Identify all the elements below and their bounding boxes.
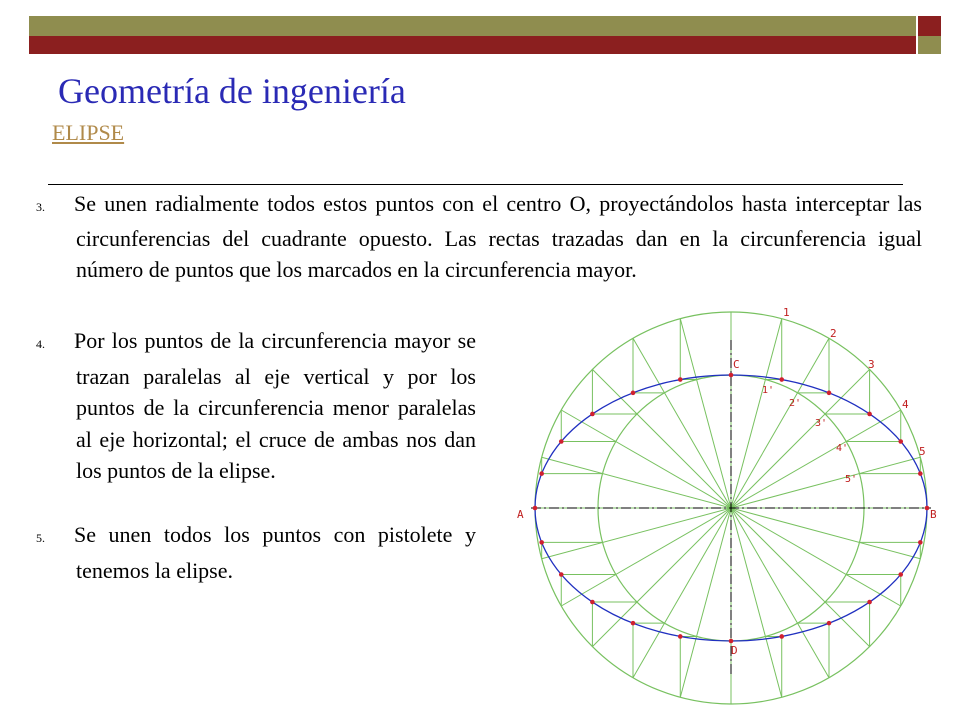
ellipse-point [631, 621, 636, 626]
axis-label-a: A [517, 508, 524, 521]
outer-label-4: 4 [902, 398, 909, 411]
step-4-number: 4. [36, 337, 45, 351]
ellipse-point [590, 412, 595, 417]
point-d [729, 639, 734, 644]
ellipse-point [827, 391, 832, 396]
ellipse-point [590, 600, 595, 605]
header-corner-red [918, 16, 941, 36]
ellipse-point [539, 540, 544, 545]
ellipse-point [779, 377, 784, 382]
ellipse-point [631, 391, 636, 396]
outer-label-3: 3 [868, 358, 875, 371]
step-5-paragraph [36, 519, 476, 586]
step-4-paragraph [36, 325, 476, 487]
step-3-paragraph [36, 188, 922, 285]
ellipse-point [559, 572, 564, 577]
ellipse-point [678, 377, 683, 382]
ellipse-point [779, 634, 784, 639]
outer-label-5: 5 [919, 445, 926, 458]
outer-label-1: 1 [783, 306, 790, 319]
ellipse-point [898, 439, 903, 444]
section-link-elipse[interactable]: ELIPSE [52, 120, 125, 145]
ellipse-point [678, 634, 683, 639]
inner-label-1: 1' [762, 385, 775, 396]
inner-label-5: 5' [845, 474, 858, 485]
inner-label-2: 2' [789, 398, 802, 409]
ellipse-point [559, 439, 564, 444]
ellipse-point [539, 471, 544, 476]
point-a [533, 506, 538, 511]
inner-label-4: 4' [836, 443, 849, 454]
ellipse-construction-diagram [500, 300, 960, 720]
step-3-text: Se unen radialmente todos estos puntos con el centro O, proyectándolos hasta interceptar las circunferencias del cuadrante opuesto. Las rectas trazadas dan en la circunferencia igual número de puntos que los marcados en la circunferencia mayor. [74, 191, 922, 282]
ellipse-point [898, 572, 903, 577]
axis-label-d: D [731, 644, 738, 657]
point-c [729, 373, 734, 378]
axis-label-c: C [733, 358, 740, 371]
ellipse-point [867, 412, 872, 417]
page-title: Geometría de ingeniería [58, 71, 406, 111]
step-5-number: 5. [36, 531, 45, 545]
inner-label-3: 3' [815, 418, 828, 429]
divider [48, 184, 903, 185]
ellipse-point [827, 621, 832, 626]
header-bar-olive [29, 16, 916, 36]
ellipse-point [918, 540, 923, 545]
axis-label-b: B [930, 508, 937, 521]
step-4-text: Por los puntos de la circunferencia mayor se trazan paralelas al eje vertical y por los puntos de la circunferencia menor paralelas al eje horizontal; el cruce de ambas nos dan los puntos de la elipse. [74, 328, 476, 483]
step-5-text: Se unen todos los puntos con pistolete y tenemos la elipse. [74, 522, 476, 583]
ellipse-point [867, 600, 872, 605]
header-corner-olive [918, 36, 941, 54]
step-3-number: 3. [36, 200, 45, 214]
ellipse-point [918, 471, 923, 476]
outer-label-2: 2 [830, 327, 837, 340]
header-bar-red [29, 36, 916, 54]
point-b [925, 506, 930, 511]
